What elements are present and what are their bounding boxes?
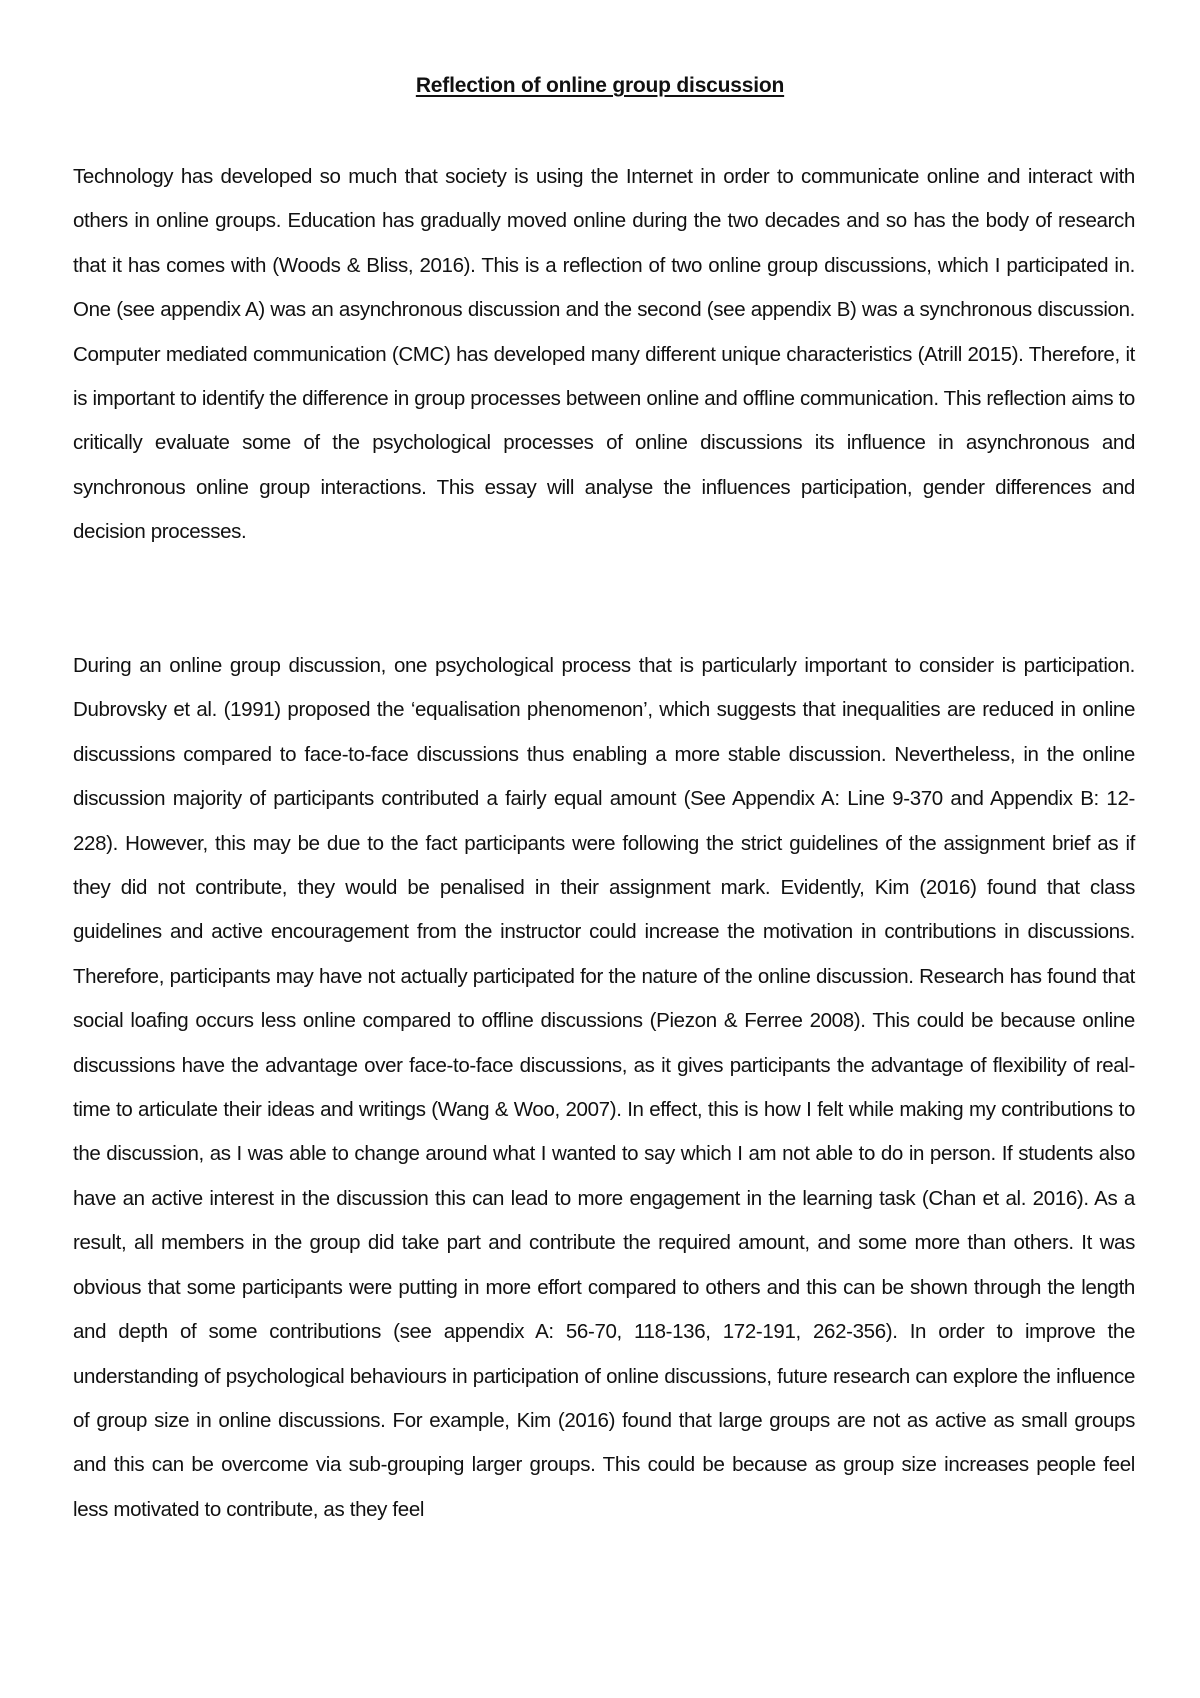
paragraph-introduction: Technology has developed so much that society is using the Internet in order to communicate online and interact with others in online groups. Education has gradually moved online during the two decades and so has the body of research that it has comes with (Woods & Bliss, 2016). This is a reflection of two online group discussions, which I participated in. One (see appendix A) was an asynchronous discussion and the second (see appendix B) was a synchronous discussion. Computer mediated communication (CMC) has developed many different unique characteristics (Atrill 2015). Therefore, it is important to identify the difference in group processes between online and offline communication. This reflection aims to critically evaluate some of the psychological processes of online discussions its influence in asynchronous and synchronous online group interactions. This essay will analyse the influences participation, gender differences and decision processes. (73, 165, 1135, 544)
paragraph-participation: During an online group discussion, one psychological process that is particularly important to consider is participation. Dubrovsky et al. (1991) proposed the ‘equalisation phenomenon’, which suggests that inequalities are reduced in online discussions compared to face-to-face discussions thus enabling a more stable discussion. Nevertheless, in the online discussion majority of participants contributed a fairly equal amount (See Appendix A: Line 9-370 and Appendix B: 12-228). However, this may be due to the fact participants were following the strict guidelines of the assignment brief as if they did not contribute, they would be penalised in their assignment mark. Evidently, Kim (2016) found that class guidelines and active encouragement from the instructor could increase the motivation in contributions in discussions. Therefore, participants may have not actually participated for the nature of the online discussion. Research has found that social loafing occurs less online compared to offline discussions (Piezon & Ferree 2008). This could be because online discussions have the advantage over face-to-face discussions, as it gives participants the advantage of flexibility of real-time to articulate their ideas and writings (Wang & Woo, 2007). In effect, this is how I felt while making my contributions to the discussion, as I was able to change around what I wanted to say which I am not able to do in person. If students also have an active interest in the discussion this can lead to more engagement in the learning task (Chan et al. 2016). As a result, all members in the group did take part and contribute the required amount, and some more than others. It was obvious that some participants were putting in more effort compared to others and this can be shown through the length and depth of some contributions (see appendix A: 56-70, 118-136, 172-191, 262-356). In order to improve the understanding of psychological behaviours in participation of online discussions, future research can explore the influence of group size in online discussions. For example, Kim (2016) found that large groups are not as active as small groups and this can be overcome via sub-grouping larger groups. This could be because as group size increases people feel less motivated to contribute, as they feel (73, 654, 1135, 1521)
document-title: Reflection of online group discussion (415, 74, 785, 97)
